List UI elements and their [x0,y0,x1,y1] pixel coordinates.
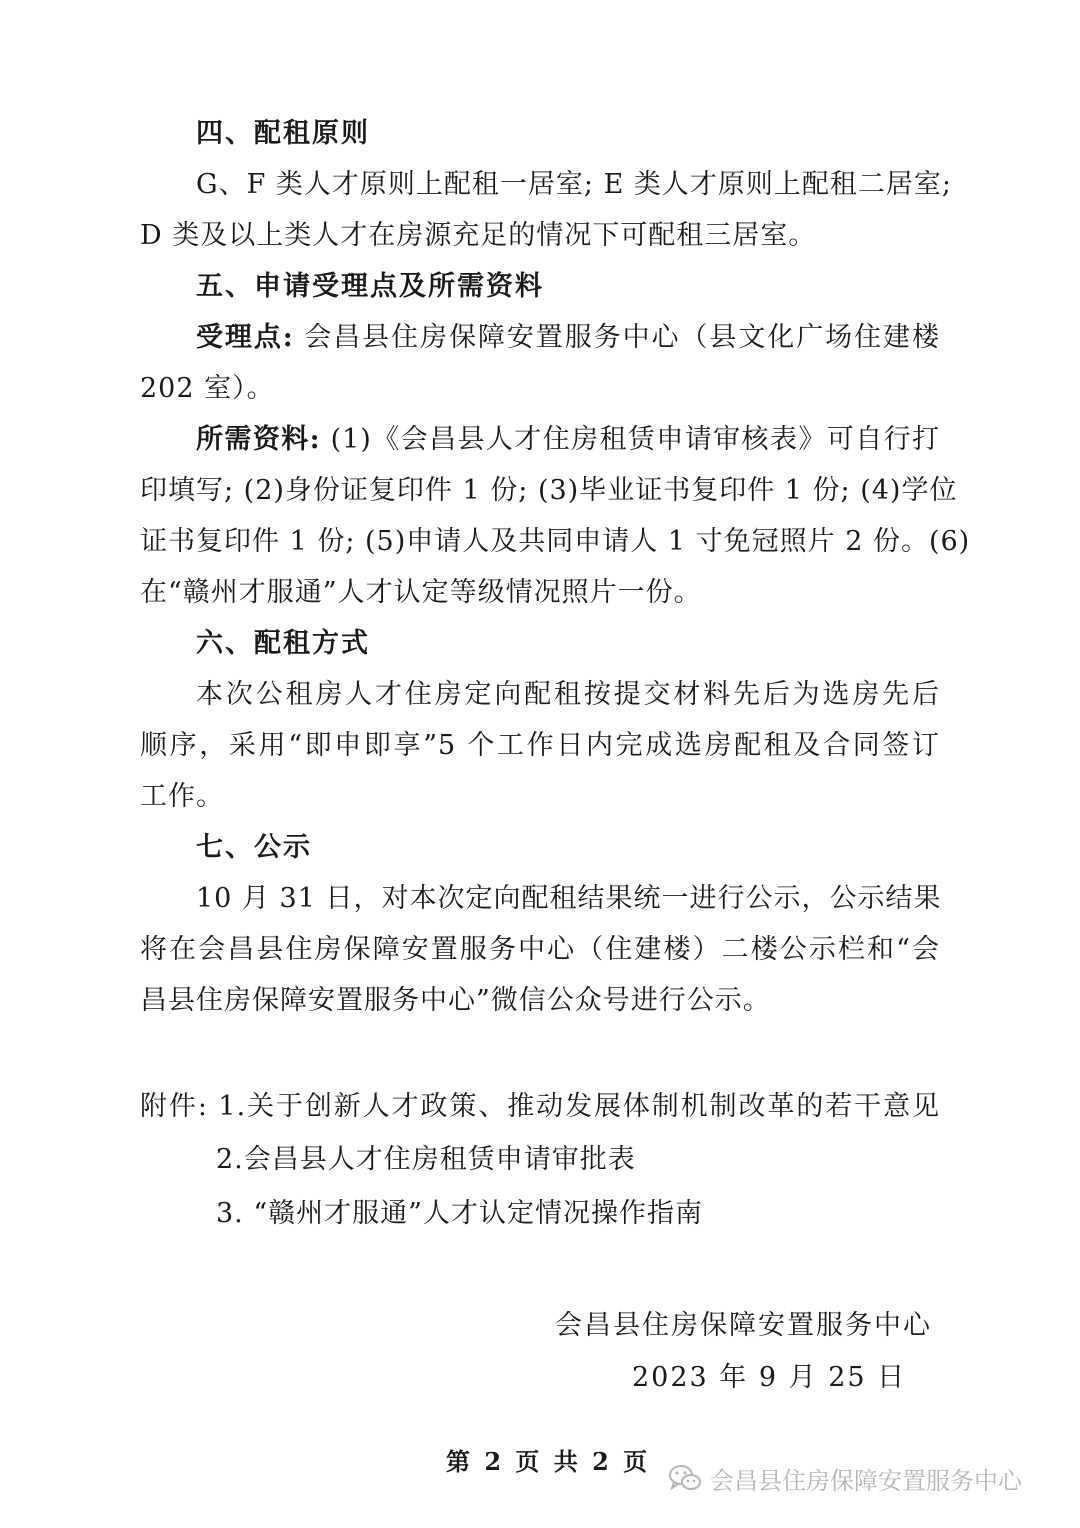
paragraph-line: G、F 类人才原则上配租一居室; E 类人才原则上配租二居室; [196,169,952,200]
paragraph-line: 10 月 31 日，对本次定向配租结果统一进行公示，公示结果 [196,883,942,914]
paragraph-line: 顺序，采用“即申即享”5 个工作日内完成选房配租及合同签订 [140,730,940,761]
materials-line [196,420,940,460]
paragraph-line: 本次公租房人才住房定向配租按提交材料先后为选房先后 [196,679,940,710]
paragraph-line: D 类及以上类人才在房源充足的情况下可配租三居室。 [140,220,817,251]
paragraph-line: 工作。 [140,781,224,812]
attachments-line-3: 3. “赣州才服通”人才认定情况操作指南 [216,1198,703,1229]
paragraph-line: 证书复印件 1 份; (5)申请人及共同申请人 1 寸免冠照片 2 份。(6) [140,526,971,557]
venue-line [196,318,940,358]
paragraph-line: 202 室）。 [140,373,275,404]
venue-label: 受理点: [196,322,294,353]
materials-label: 所需资料: [196,424,321,455]
section-heading-4: 四、配租原则 [196,118,370,149]
section-heading-6: 六、配租方式 [196,628,370,659]
attachments-line-1: 附件: 1.关于创新人才政策、推动发展体制机制改革的若干意见 [140,1091,940,1122]
paragraph-line: 印填写; (2)身份证复印件 1 份; (3)毕业证书复印件 1 份; (4)学位 [140,475,958,506]
signature-org: 会昌县住房保障安置服务中心 [555,1310,932,1341]
section-heading-7: 七、公示 [196,832,312,863]
paragraph-line: 在“赣州才服通”人才认定等级情况照片一份。 [140,577,702,608]
venue-text: 会昌县住房保障安置服务中心（县文化广场住建楼 [293,322,940,353]
paragraph-line: 昌县住房保障安置服务中心”微信公众号进行公示。 [140,985,771,1016]
watermark [668,1458,1022,1498]
wechat-icon [668,1463,702,1493]
paragraph-line: 将在会昌县住房保障安置服务中心（住建楼）二楼公示栏和“会 [140,934,940,965]
attachments-line-2: 2.会昌县人才住房租赁申请审批表 [216,1144,636,1175]
watermark-text: 会昌县住房保障安置服务中心 [710,1466,1022,1495]
materials-text: (1)《会昌县人才住房租赁申请审核表》可自行打 [320,424,941,455]
section-heading-5: 五、申请受理点及所需资料 [196,271,544,302]
signature-date: 2023 年 9 月 25 日 [632,1362,907,1393]
page-number: 第 2 页 共 2 页 [446,1447,651,1476]
